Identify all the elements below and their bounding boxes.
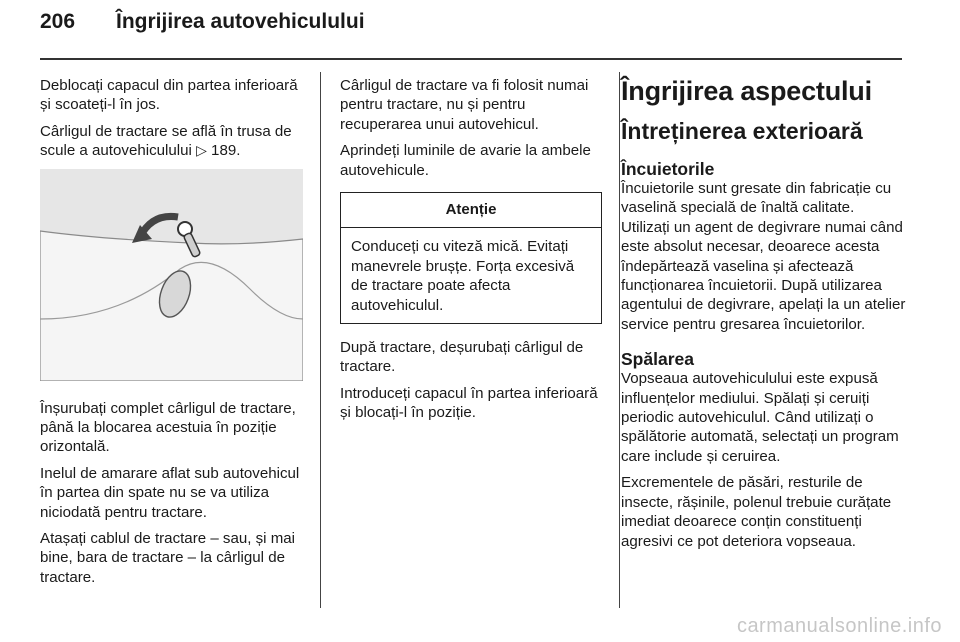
page-title: Îngrijirea autovehiculului: [116, 10, 365, 33]
paragraph: Aprindeți luminile de avarie la ambele autovehicule.: [340, 142, 591, 179]
paragraph: După tractare, deșurubați cârligul de tractare.: [340, 339, 584, 376]
paragraph: Inelul de amarare aflat sub autovehicul în partea din spate nu se va utiliza niciodată pentru tractare.: [40, 464, 300, 521]
header-rule: [40, 58, 902, 60]
bumper-drawing: [40, 169, 303, 381]
column-divider-2: [619, 72, 620, 608]
paragraph: Cârligul de tractare va fi folosit numai pentru tractare, nu și pentru recuperarea unui autovehicul.: [340, 77, 589, 133]
cross-reference-page: 189.: [206, 142, 241, 160]
page-header: [40, 10, 365, 50]
column-divider-1: [320, 72, 321, 608]
paragraph: Deblocați capacul din partea inferioară și scoateți-l în jos.: [40, 77, 298, 114]
paragraph: Înșurubați complet cârligul de tractare, până la blocarea acestuia în poziție orizontală.: [40, 399, 296, 456]
paragraph: Atașați cablul de tractare – sau, și mai bine, bara de tractare – la cârligul de tractare.: [40, 530, 296, 586]
column-1: [40, 76, 305, 594]
column-2: [340, 76, 605, 430]
cross-reference-arrow-icon: ▷: [196, 142, 207, 159]
paragraph: Încuietorile sunt gresate din fabricație cu vaselină specială de înaltă calitate. Utilizați un agent de degivrare numai când este absolut necesar, deoarece acesta îndepărtează vaselina și afectează funcționarea încuietorii. După utilizarea agentului de degivrare, apelați la un atelier service pentru gresarea încuietorilor.: [621, 180, 906, 333]
paragraph-with-reference: Cârligul de tractare se află în trusa de scule a autovehiculului ▷ 189.: [40, 122, 292, 160]
paragraph: Excrementele de păsări, resturile de insecte, rășinile, polenul trebuie curățate imediat deoarece conțin constituenți agresivi ce pot deteriora vopseaua.: [621, 474, 892, 550]
subsection-heading: Întreținerea exterioară: [621, 118, 863, 144]
paragraph: Vopseaua autovehiculului este expusă influențelor mediului. Spălați și ceruiți periodic autovehiculul. Când utilizați o spălătorie automată, selectați un program care include și ceruirea.: [621, 370, 899, 465]
topic-heading-washing: Spălarea: [621, 349, 694, 370]
towing-eye-illustration: [40, 169, 303, 381]
column-3: [621, 76, 906, 558]
section-heading: Îngrijirea aspectului: [621, 76, 872, 106]
page-number: 206: [40, 10, 76, 33]
warning-box: [340, 192, 602, 324]
paragraph: Introduceți capacul în partea inferioară și blocați-l în poziție.: [340, 384, 598, 422]
topic-heading-locks: Încuietorile: [621, 159, 715, 179]
warning-title: Atenție: [341, 193, 601, 228]
watermark: carmanualsonline.info: [736, 615, 942, 637]
warning-body: Conduceți cu viteză mică. Evitați manevrele brușțe. Forța excesivă de tractare poate afecta autovehiculul.: [351, 238, 575, 314]
